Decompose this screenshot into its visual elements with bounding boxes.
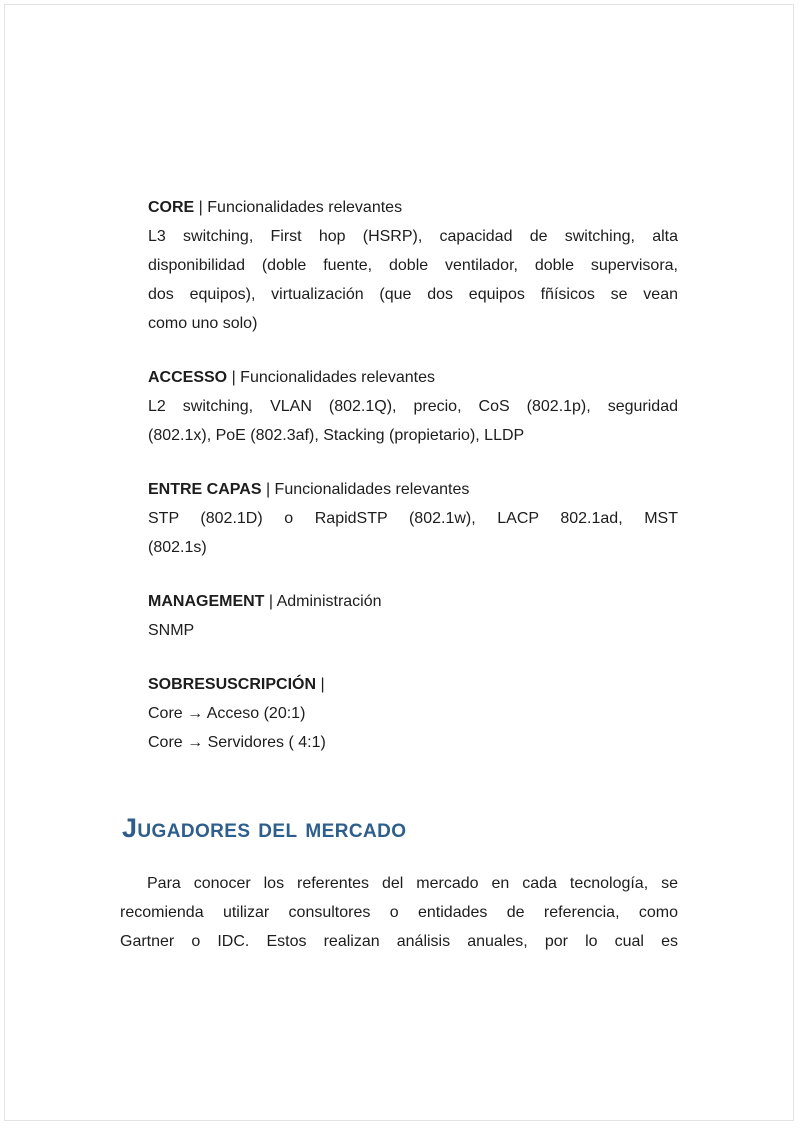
market-paragraph [120, 869, 678, 956]
text-line: Para conocer los referentes del mercado en cada tecnología, se [147, 875, 678, 892]
section-heading [148, 670, 678, 699]
section-core [148, 193, 678, 338]
text-line: (802.1x), PoE (802.3af), Stacking (propietario), LLDP [148, 427, 525, 444]
section-title: SOBRESUSCRIPCIÓN [148, 676, 317, 693]
section-subtitle: | [316, 676, 325, 693]
text-line: como uno solo) [148, 315, 258, 332]
section-title: MANAGEMENT [148, 593, 265, 610]
text-line: Core → Servidores ( 4:1) [148, 734, 326, 751]
text-line: SNMP [148, 622, 195, 639]
section-heading [148, 363, 678, 392]
text-line: L3 switching, First hop (HSRP), capacidad de switching, alta [148, 228, 678, 245]
text-line: Core → Acceso (20:1) [148, 705, 306, 722]
jugadores-del-mercado-heading: Jugadores del mercado [122, 813, 407, 843]
section-heading [148, 193, 678, 222]
section-sobresuscripcion [148, 670, 678, 757]
section-heading [148, 475, 678, 504]
section-title: CORE [148, 199, 195, 216]
text-line: Gartner o IDC. Estos realizan análisis anuales, por lo cual es [120, 933, 678, 950]
text-line: recomienda utilizar consultores o entidades de referencia, como [120, 904, 678, 921]
section-subtitle: | Administración [264, 593, 382, 610]
section-management [148, 587, 678, 645]
document-page [120, 193, 678, 956]
section-entre-capas [148, 475, 678, 562]
text-line: STP (802.1D) o RapidSTP (802.1w), LACP 802.1ad, MST [148, 510, 678, 527]
text-line: L2 switching, VLAN (802.1Q), precio, CoS (802.1p), seguridad [148, 398, 678, 415]
text-line: dos equipos), virtualización (que dos equipos fñísicos se vean [148, 286, 678, 303]
section-title: ENTRE CAPAS [148, 481, 262, 498]
spec-sections [148, 193, 678, 757]
section-subtitle: | Funcionalidades relevantes [227, 369, 435, 386]
section-subtitle: | Funcionalidades relevantes [194, 199, 403, 216]
section-accesso [148, 363, 678, 450]
section-heading [148, 587, 678, 616]
text-line: disponibilidad (doble fuente, doble ventilador, doble supervisora, [148, 257, 678, 274]
text-line: (802.1s) [148, 539, 207, 556]
section-subtitle: | Funcionalidades relevantes [261, 481, 470, 498]
section-title: ACCESSO [148, 369, 228, 386]
